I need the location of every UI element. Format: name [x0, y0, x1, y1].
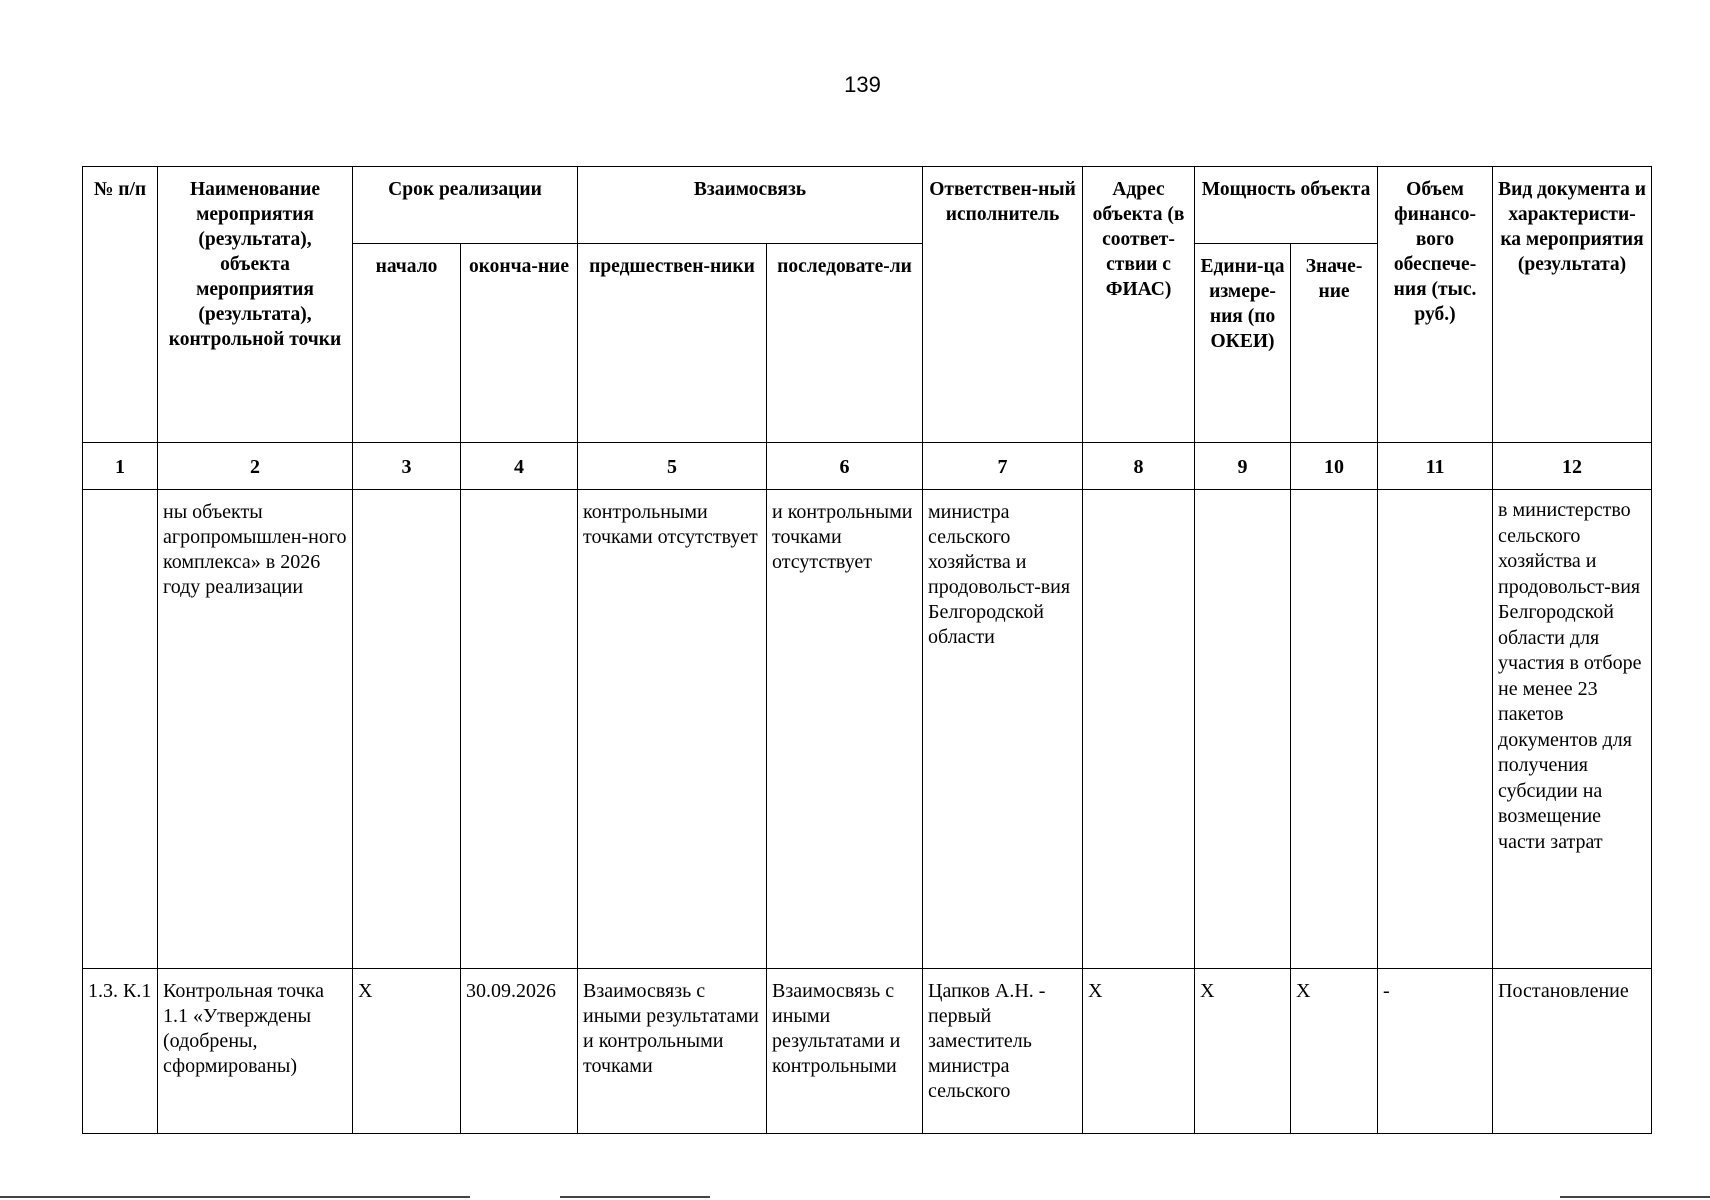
column-number: 1	[83, 443, 158, 490]
table-row	[83, 969, 1652, 1134]
cell-term-end: 30.09.2026	[461, 969, 578, 1134]
column-number-row	[83, 443, 1652, 490]
scan-artifact-line	[0, 1196, 470, 1198]
cell-link-prev: контрольными точками отсутствует	[578, 490, 767, 969]
column-number: 6	[767, 443, 923, 490]
header-link-group: Взаимосвязь	[578, 167, 923, 244]
page-number: 139	[844, 72, 881, 97]
cell-responsible: министра сельского хозяйства и продовольст-вия Белгородской области	[923, 490, 1083, 969]
activity-plan-table	[82, 166, 1652, 1134]
header-responsible: Ответствен-ный исполнитель	[923, 167, 1083, 443]
column-number: 10	[1291, 443, 1378, 490]
header-term-start: начало	[353, 244, 461, 443]
header-term-end: оконча-ние	[461, 244, 578, 443]
header-term-group: Срок реализации	[353, 167, 578, 244]
cell-responsible: Цапков А.Н. - первый заместитель министра сельского	[923, 969, 1083, 1134]
column-number: 4	[461, 443, 578, 490]
scan-artifact-line	[1560, 1196, 1710, 1198]
cell-activity-name: Контрольная точка 1.1 «Утверждены (одобрены, сформированы)	[158, 969, 353, 1134]
cell-document-type: в министерство сельского хозяйства и продовольст-вия Белгородской области для участия в отборе не менее 23 пакетов документов для получения субсидии на возмещение части затрат	[1493, 490, 1652, 969]
header-document-type: Вид документа и характеристи-ка мероприятия (результата)	[1493, 167, 1652, 443]
cell-capacity-unit: X	[1195, 969, 1291, 1134]
cell-activity-name: ны объекты агропромышлен-ного комплекса» в 2026 году реализации	[158, 490, 353, 969]
header-capacity-unit: Едини-ца измере-ния (по ОКЕИ)	[1195, 244, 1291, 443]
header-financing: Объем финансо-вого обеспече-ния (тыс. руб.)	[1378, 167, 1493, 443]
cell-address: X	[1083, 969, 1195, 1134]
header-number: № п/п	[83, 167, 158, 443]
cell-financing: -	[1378, 969, 1493, 1134]
cell-term-start	[353, 490, 461, 969]
header-link-next: последовате-ли	[767, 244, 923, 443]
header-link-prev: предшествен-ники	[578, 244, 767, 443]
cell-term-end	[461, 490, 578, 969]
column-number: 8	[1083, 443, 1195, 490]
column-number: 7	[923, 443, 1083, 490]
column-number: 2	[158, 443, 353, 490]
table-row	[83, 490, 1652, 969]
header-activity-name: Наименование мероприятия (результата), объекта мероприятия (результата), контрольной точки	[158, 167, 353, 443]
column-number: 3	[353, 443, 461, 490]
cell-term-start: X	[353, 969, 461, 1134]
cell-number: 1.3. К.1	[83, 969, 158, 1134]
cell-capacity-unit	[1195, 490, 1291, 969]
header-address: Адрес объекта (в соответ-ствии с ФИАС)	[1083, 167, 1195, 443]
cell-link-next: и контрольными точками отсутствует	[767, 490, 923, 969]
table-header-row	[83, 167, 1652, 244]
column-number: 9	[1195, 443, 1291, 490]
cell-address	[1083, 490, 1195, 969]
column-number: 12	[1493, 443, 1652, 490]
cell-capacity-value: X	[1291, 969, 1378, 1134]
column-number: 5	[578, 443, 767, 490]
header-capacity-value: Значе-ние	[1291, 244, 1378, 443]
header-capacity-group: Мощность объекта	[1195, 167, 1378, 244]
cell-capacity-value	[1291, 490, 1378, 969]
cell-number	[83, 490, 158, 969]
column-number: 11	[1378, 443, 1493, 490]
cell-document-type: Постановление	[1493, 969, 1652, 1134]
cell-link-prev: Взаимосвязь с иными результатами и контрольными точками	[578, 969, 767, 1134]
cell-link-next: Взаимосвязь с иными результатами и контрольными	[767, 969, 923, 1134]
scan-artifact-line	[560, 1196, 710, 1198]
cell-financing	[1378, 490, 1493, 969]
